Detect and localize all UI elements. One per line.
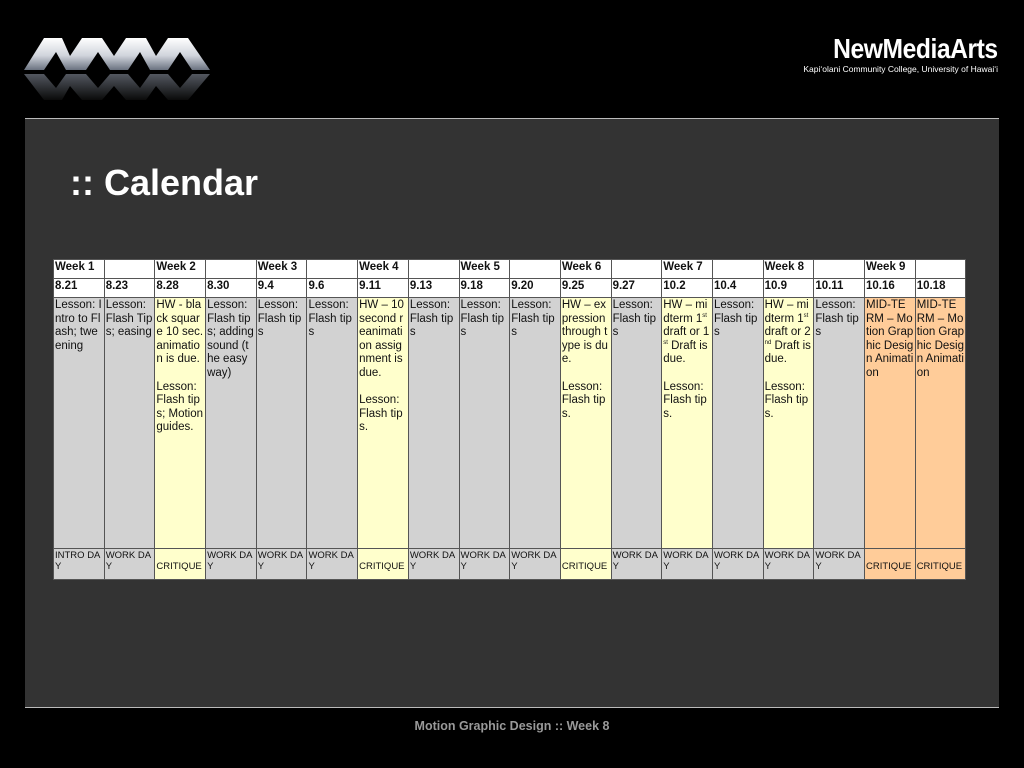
date-cell: 8.21 — [54, 279, 105, 298]
day-type-cell — [54, 549, 105, 580]
week-cell — [408, 260, 459, 279]
day-type-cell — [865, 549, 916, 580]
day-type-label: CRITIQUE — [156, 561, 202, 572]
week-cell: Week 7 — [662, 260, 713, 279]
date-cell: 10.4 — [712, 279, 763, 298]
day-type-label: WORK DAY — [460, 550, 506, 572]
date-cell: 9.25 — [560, 279, 611, 298]
date-cell: 9.27 — [611, 279, 662, 298]
content-cell — [814, 298, 865, 549]
day-type-cell — [358, 549, 409, 580]
page-title: :: Calendar — [70, 162, 259, 203]
day-type-cell — [155, 549, 206, 580]
day-type-cell — [712, 549, 763, 580]
day-type-label: WORK DAY — [257, 550, 304, 572]
superscript: st — [663, 339, 668, 346]
date-cell: 9.13 — [408, 279, 459, 298]
week-cell: Week 4 — [358, 260, 409, 279]
content-cell — [104, 298, 155, 549]
day-type-label: CRITIQUE — [359, 561, 405, 572]
content-cell — [358, 298, 409, 549]
content-cell — [763, 298, 814, 549]
cell-text: HW – expression through type is due. — [561, 299, 608, 366]
superscript: nd — [764, 339, 772, 346]
day-type-label: WORK DAY — [815, 550, 861, 572]
cell-text: Lesson: Flash tips; Motion guides. — [156, 380, 204, 434]
superscript: st — [803, 312, 809, 319]
day-type-label: WORK DAY — [764, 550, 811, 572]
day-type-label: WORK DAY — [308, 550, 354, 572]
day-type-cell — [662, 549, 713, 580]
cell-text: MID-TERM – Motion Graphic Design Animation — [916, 299, 964, 379]
date-cell: 10.2 — [662, 279, 713, 298]
day-type-label: WORK DAY — [612, 550, 658, 572]
cell-text: Lesson: Flash tips — [409, 299, 454, 339]
content-cell — [206, 298, 257, 549]
day-type-label: WORK DAY — [207, 550, 253, 572]
week-cell — [510, 260, 561, 279]
cell-text: HW - black square 10 sec. animation is due. — [156, 299, 204, 366]
date-cell: 9.11 — [358, 279, 409, 298]
cell-text: Draft is due. — [764, 339, 811, 366]
date-cell: 9.18 — [459, 279, 510, 298]
content-cell — [510, 298, 561, 549]
week-cell — [814, 260, 865, 279]
cell-text: Lesson: Flash tips. — [663, 380, 707, 420]
date-cell: 10.11 — [814, 279, 865, 298]
day-type-label: WORK DAY — [663, 550, 709, 572]
cell-text: MID-TERM – Motion Graphic Design Animation — [866, 299, 914, 379]
date-cell: 10.16 — [865, 279, 916, 298]
date-cell: 8.23 — [104, 279, 155, 298]
day-type-cell — [510, 549, 561, 580]
content-cell — [155, 298, 206, 549]
week-cell — [915, 260, 966, 279]
superscript: st — [702, 312, 707, 319]
brand-subtitle: Kapi‘olani Community College, University of Hawai‘i — [803, 64, 998, 74]
content-cell — [307, 298, 358, 549]
content-cell — [408, 298, 459, 549]
cell-text: Lesson: Flash tips — [511, 299, 555, 339]
week-cell: Week 1 — [54, 260, 105, 279]
week-cell: Week 2 — [155, 260, 206, 279]
week-cell: Week 8 — [763, 260, 814, 279]
day-type-label: WORK DAY — [409, 550, 456, 572]
content-cell — [256, 298, 307, 549]
cell-text: draft or 1 — [663, 326, 710, 339]
day-type-cell — [763, 549, 814, 580]
date-cell: 9.4 — [256, 279, 307, 298]
cell-text: Lesson: Flash tips — [308, 299, 352, 339]
day-type-label: CRITIQUE — [561, 561, 608, 572]
cell-text: Lesson: Flash tips — [713, 299, 758, 339]
date-cell: 9.20 — [510, 279, 561, 298]
day-type-label: WORK DAY — [511, 550, 557, 572]
date-cell: 8.28 — [155, 279, 206, 298]
content-cell — [662, 298, 713, 549]
day-type-label: WORK DAY — [713, 550, 760, 572]
day-type-label: WORK DAY — [105, 550, 152, 572]
cell-text: Lesson: Flash tips — [257, 299, 302, 339]
week-cell — [712, 260, 763, 279]
calendar-table — [53, 259, 966, 580]
content-cell — [459, 298, 510, 549]
cell-text: Lesson: Flash tips. — [359, 394, 403, 434]
date-cell: 10.18 — [915, 279, 966, 298]
week-cell: Week 5 — [459, 260, 510, 279]
weeks-row — [54, 260, 966, 279]
cell-text: HW – midterm 1 — [764, 299, 809, 325]
day-type-label: CRITIQUE — [866, 561, 912, 572]
day-type-cell — [408, 549, 459, 580]
day-type-cell — [915, 549, 966, 580]
cell-text: Lesson: Flash tips — [460, 299, 504, 339]
week-cell — [206, 260, 257, 279]
day-type-cell — [459, 549, 510, 580]
week-cell — [307, 260, 358, 279]
slide-footer: Motion Graphic Design :: Week 8 — [414, 719, 610, 733]
date-cell: 10.9 — [763, 279, 814, 298]
dates-row — [54, 279, 966, 298]
week-cell — [104, 260, 155, 279]
cell-text: Lesson: Flash tips — [815, 299, 859, 339]
content-cell — [611, 298, 662, 549]
cell-text: HW – 10 second reanimation assignment is due. — [359, 299, 404, 379]
day-type-label: INTRO DAY — [55, 550, 101, 572]
week-cell: Week 3 — [256, 260, 307, 279]
cell-text: draft or 2 — [764, 326, 811, 339]
cell-text: Lesson: Flash Tips; easing — [105, 299, 153, 339]
day-type-cell — [611, 549, 662, 580]
content-cell — [915, 298, 966, 549]
day-type-label: CRITIQUE — [916, 561, 963, 572]
week-cell: Week 6 — [560, 260, 611, 279]
cell-text: Lesson: Flash tips; adding sound (the easy way) — [207, 299, 254, 379]
day-type-cell — [206, 549, 257, 580]
content-cell — [560, 298, 611, 549]
cell-text: Lesson: Intro to Flash; tweening — [55, 299, 102, 352]
cell-text: Draft is due. — [663, 339, 708, 366]
cell-text: HW – midterm 1 — [663, 299, 708, 325]
content-cell — [54, 298, 105, 549]
cell-text: Lesson: Flash tips — [612, 299, 657, 339]
day-type-cell — [104, 549, 155, 580]
footer-row — [54, 549, 966, 580]
day-type-cell — [560, 549, 611, 580]
nma-logo — [22, 30, 232, 100]
content-cell — [865, 298, 916, 549]
week-cell: Week 9 — [865, 260, 916, 279]
date-cell: 8.30 — [206, 279, 257, 298]
week-cell — [611, 260, 662, 279]
cell-text: Lesson: Flash tips. — [764, 380, 809, 420]
day-type-cell — [307, 549, 358, 580]
cell-text: Lesson: Flash tips. — [561, 380, 606, 420]
brand — [803, 34, 998, 74]
day-type-cell — [256, 549, 307, 580]
content-row — [54, 298, 966, 549]
content-cell — [712, 298, 763, 549]
brand-name: NewMediaArts — [833, 33, 998, 64]
date-cell: 9.6 — [307, 279, 358, 298]
day-type-cell — [814, 549, 865, 580]
